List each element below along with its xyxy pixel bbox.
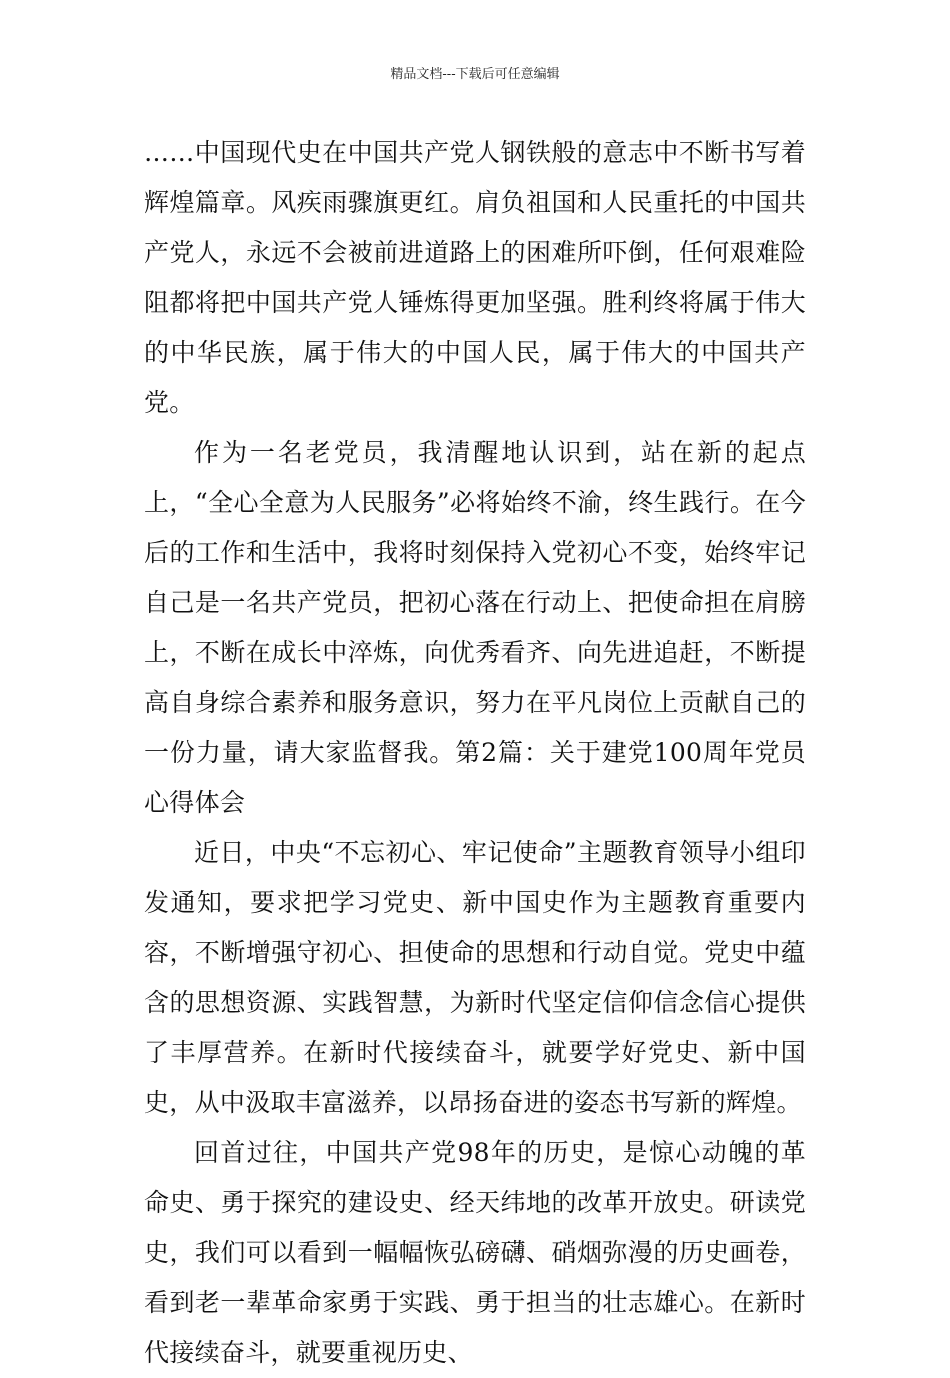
document-body [144, 128, 806, 1378]
paragraph-1: ……中国现代史在中国共产党人钢铁般的意志中不断书写着辉煌篇章。风疾雨骤旗更红。肩负祖国和人民重托的中国共产党人，永远不会被前进道路上的困难所吓倒，任何艰难险阻都将把中国共产党人锤炼得更加坚强。胜利终将属于伟大的中华民族，属于伟大的中国人民，属于伟大的中国共产党。 [144, 138, 806, 417]
paragraph-2: 作为一名老党员，我清醒地认识到，站在新的起点上，“全心全意为人民服务”必将始终不渝，终生践行。在今后的工作和生活中，我将时刻保持入党初心不变，始终牢记自己是一名共产党员，把初心落在行动上、把使命担在肩膀上，不断在成长中淬炼，向优秀看齐、向先进追赶，不断提高自身综合素养和服务意识，努力在平凡岗位上贡献自己的一份力量，请大家监督我。第2篇：关于建党100周年党员心得体会 [144, 438, 806, 817]
paragraph-4: 回首过往，中国共产党98年的历史，是惊心动魄的革命史、勇于探究的建设史、经天纬地的改革开放史。研读党史，我们可以看到一幅幅恢弘磅礴、硝烟弥漫的历史画卷，看到老一辈革命家勇于实践、勇于担当的壮志雄心。在新时代接续奋斗，就要重视历史、 [144, 1138, 806, 1367]
paragraph-3: 近日，中央“不忘初心、牢记使命”主题教育领导小组印发通知，要求把学习党史、新中国史作为主题教育重要内容，不断增强守初心、担使命的思想和行动自觉。党史中蕴含的思想资源、实践智慧，为新时代坚定信仰信念信心提供了丰厚营养。在新时代接续奋斗，就要学好党史、新中国史，从中汲取丰富滋养，以昂扬奋进的姿态书写新的辉煌。 [144, 838, 806, 1117]
page-header: 精品文档---下载后可任意编辑 [390, 67, 560, 82]
